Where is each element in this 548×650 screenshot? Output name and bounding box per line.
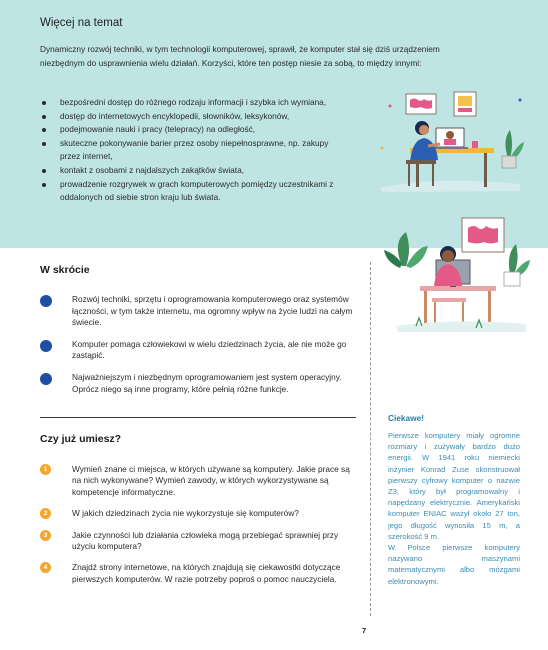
list-item: kontakt z osobami z najdalszych zakątków świata,: [40, 164, 345, 178]
list-item: podejmowanie nauki i pracy (telepracy) na odległość,: [40, 123, 345, 137]
question-number-badge: 2: [40, 508, 51, 519]
list-item: bezpośredni dostęp do różnego rodzaju informacji i szybka ich wymiana,: [40, 96, 345, 110]
curiosity-paragraph: Pierwsze komputery miały ogromne rozmiary i zużywały bardzo dużo energii. W 1941 roku niemiecki inżynier Konrad Zuse skonstruował pierwszy cyfrowy komputer o nazwie Z3, który był programowalny i napędzany elektrycznie. Amerykański komputer ENIAC ważył około 27 ton, jego długość wynosiła 15 m, a szerokość 9 m.: [388, 431, 520, 541]
questions-title: Czy już umiesz?: [40, 433, 122, 445]
curiosity-title: Ciekawe!: [388, 413, 424, 423]
list-item: skuteczne pokonywanie barier przez osoby niepełnosprawne, np. zakupy przez internet,: [40, 137, 345, 164]
question-text: Jakie czynności lub działania człowieka mogą przebiegać sprawniej przy użyciu komputera?: [72, 529, 339, 552]
list-item: dostęp do internetowych encyklopedii, słowników, leksykonów,: [40, 110, 345, 124]
list-item: [40, 562, 360, 585]
girl-at-computer-illustration: [376, 214, 536, 334]
section-divider: [40, 417, 356, 418]
list-item: [40, 294, 358, 329]
questions-list: [40, 464, 360, 595]
curiosity-text: [388, 430, 520, 587]
list-item: prowadzenie rozgrywek w grach komputerowych pomiędzy uczestnikami z oddalonych od siebie stron kraju lub świata.: [40, 178, 345, 205]
more-info-title: Więcej na temat: [40, 17, 123, 29]
page-number: 7: [362, 626, 367, 635]
benefits-list: [40, 96, 345, 205]
more-info-intro: Dynamiczny rozwój techniki, w tym technologii komputerowej, sprawił, że komputer stał się dziś urządzeniem niezbędnym do usprawnienia wielu działań. Korzyści, które ten postęp niesie za sobą, to między innymi:: [40, 44, 440, 68]
question-text: W jakich dziedzinach życia nie wykorzystuje się komputerów?: [72, 508, 299, 519]
list-item: [40, 530, 360, 553]
list-item: [40, 464, 360, 498]
column-divider: [370, 262, 371, 616]
curiosity-paragraph: W Polsce pierwsze komputery nazywano maszynami matematycznymi albo mózgami elektronowymi.: [388, 543, 520, 586]
summary-item-text: Komputer pomaga człowiekowi w wielu dziedzinach życia, ale nie może go zastąpić.: [72, 338, 347, 361]
summary-item-text: Najważniejszym i niezbędnym oprogramowaniem jest system operacyjny. Oprócz niego są inne programy, które pełnią różne funkcje.: [72, 371, 342, 394]
bullet-dot-icon: [40, 373, 52, 385]
summary-item-text: Rozwój techniki, sprzętu i oprogramowania komputerowego oraz systemów łączności, w tym także internetu, ma ogromny wpływ na życie ludzi na całym świecie.: [72, 294, 353, 328]
question-number-badge: 4: [40, 562, 51, 573]
summary-list: [40, 294, 358, 405]
list-item: [40, 339, 358, 362]
video-call-illustration: [370, 88, 530, 193]
bullet-dot-icon: [40, 295, 52, 307]
question-number-badge: 3: [40, 530, 51, 541]
bullet-dot-icon: [40, 340, 52, 352]
question-number-badge: 1: [40, 464, 51, 475]
question-text: Znajdź strony internetowe, na których znajdują się ciekawostki dotyczące pierwszych komputerów. W razie potrzeby poproś o pomoc nauczyciela.: [72, 562, 341, 584]
question-text: Wymień znane ci miejsca, w których używane są komputery. Jakie prace są na nich wykonywane? Wymień zawody, w których wykorzystywane są kompetencje informatyczne.: [72, 464, 350, 497]
list-item: [40, 372, 358, 395]
summary-title: W skrócie: [40, 264, 90, 276]
list-item: [40, 508, 360, 519]
